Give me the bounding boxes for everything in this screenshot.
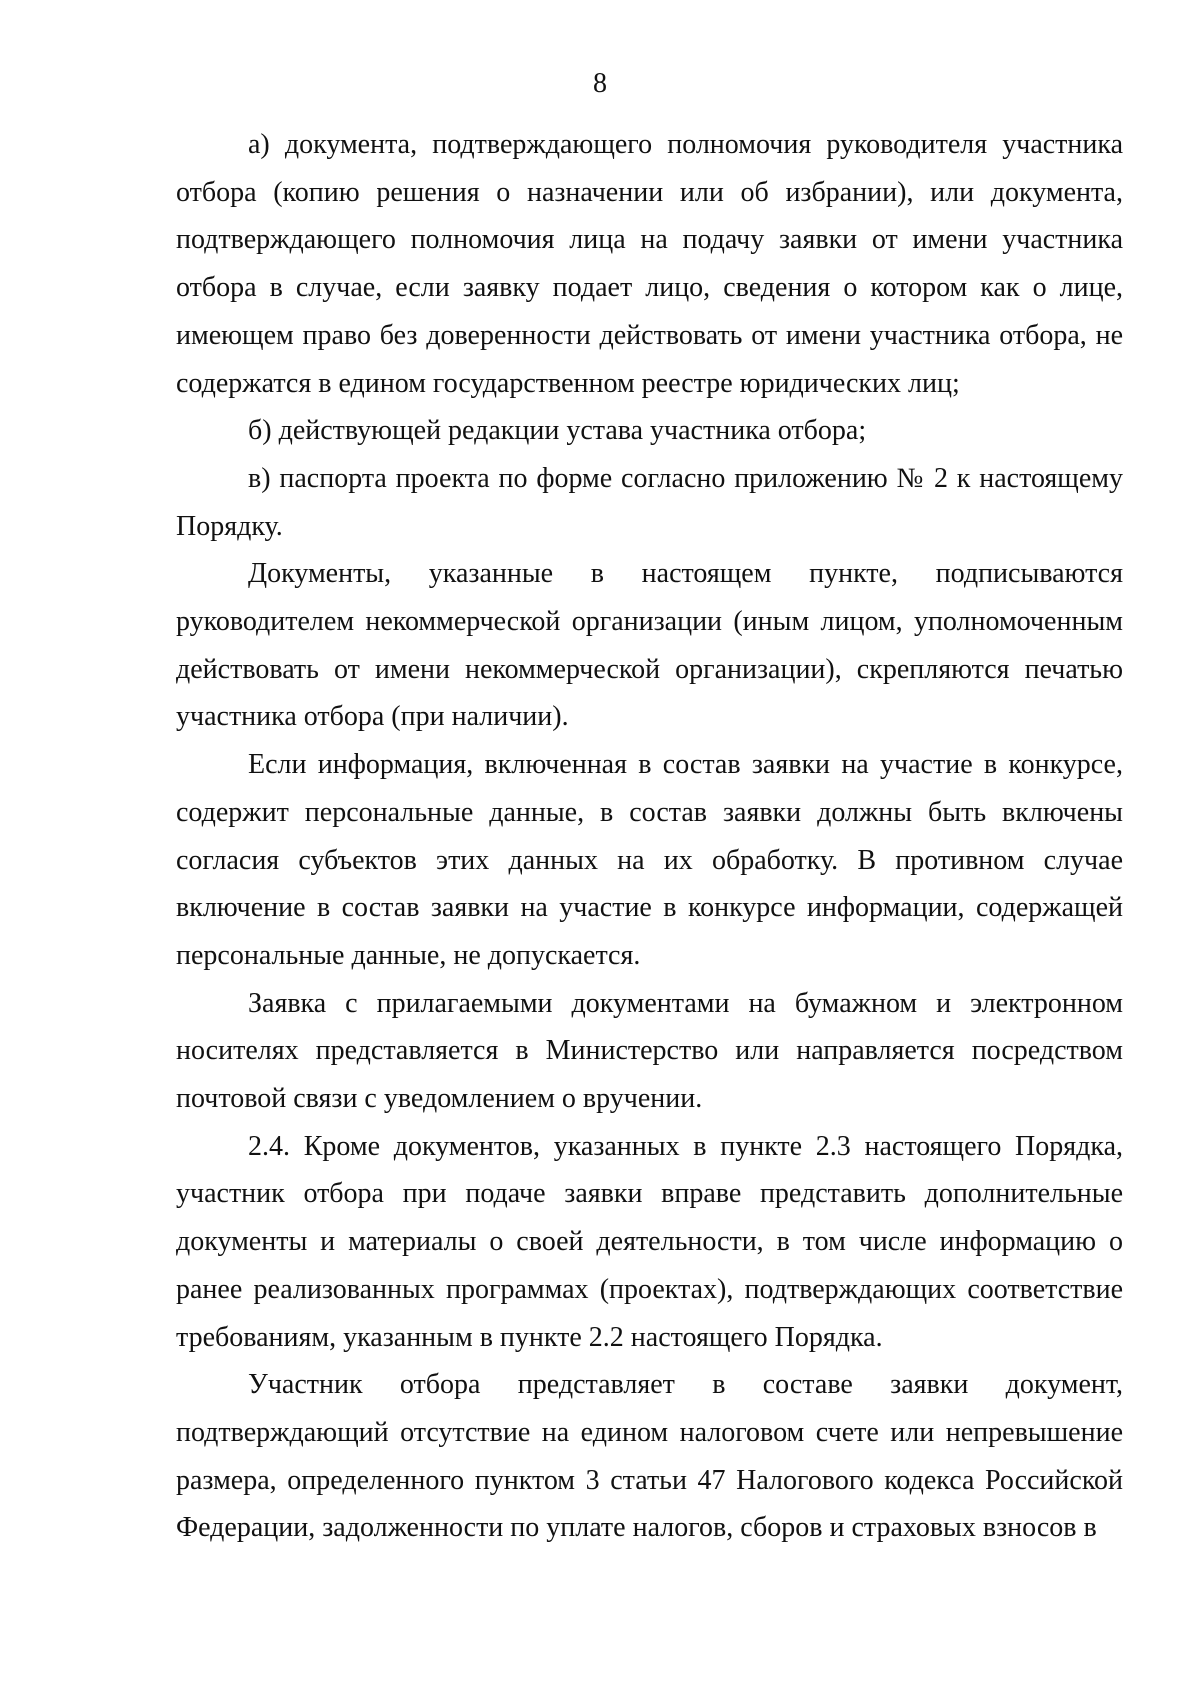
paragraph-documents-list-v: в) паспорта проекта по форме согласно приложению № 2 к настоящему Порядку.	[176, 462, 1123, 542]
document-body	[176, 121, 1123, 1552]
paragraph-submission: Заявка с прилагаемыми документами на бумажном и электронном носителях представляется в Министерство или направляется посредством почтовой связи с уведомлением о вручении.	[176, 987, 1123, 1115]
paragraph-personal-data: Если информация, включенная в состав заявки на участие в конкурсе, содержит персональные данные, в состав заявки должны быть включены согласия субъектов этих данных на их обработку. В противном случае включение в состав заявки на участие в конкурсе информации, содержащей персональные данные, не допускается.	[176, 749, 1123, 971]
paragraph-signing: Документы, указанные в настоящем пункте, подписываются руководителем некоммерческой организации (иным лицом, уполномоченным действовать от имени некоммерческой организации), скрепляются печатью участника отбора (при наличии).	[176, 558, 1123, 733]
paragraph-2-4: 2.4. Кроме документов, указанных в пункте 2.3 настоящего Порядка, участник отбора при подаче заявки вправе представить дополнительные документы и материалы о своей деятельности, в том числе информацию о ранее реализованных программах (проектах), подтверждающих соответствие требованиям, указанным в пункте 2.2 настоящего Порядка.	[176, 1130, 1123, 1353]
paragraph-documents-list-a: а) документа, подтверждающего полномочия руководителя участника отбора (копию решения о назначении или об избрании), или документа, подтверждающего полномочия лица на подачу заявки от имени участника отбора в случае, если заявку подает лицо, сведения о котором как о лице, имеющем право без доверенности действовать от имени участника отбора, не содержатся в едином государственном реестре юридических лиц;	[176, 129, 1123, 399]
paragraph-documents-list-b: б) действующей редакции устава участника отбора;	[248, 415, 867, 447]
page-number: 8	[593, 68, 607, 99]
paragraph-tax-debt: Участник отбора представляет в составе заявки документ, подтверждающий отсутствие на едином налоговом счете или непревышение размера, определенного пунктом 3 статьи 47 Налогового кодекса Российской Федерации, задолженности по уплате налогов, сборов и страховых взносов в	[176, 1369, 1123, 1544]
